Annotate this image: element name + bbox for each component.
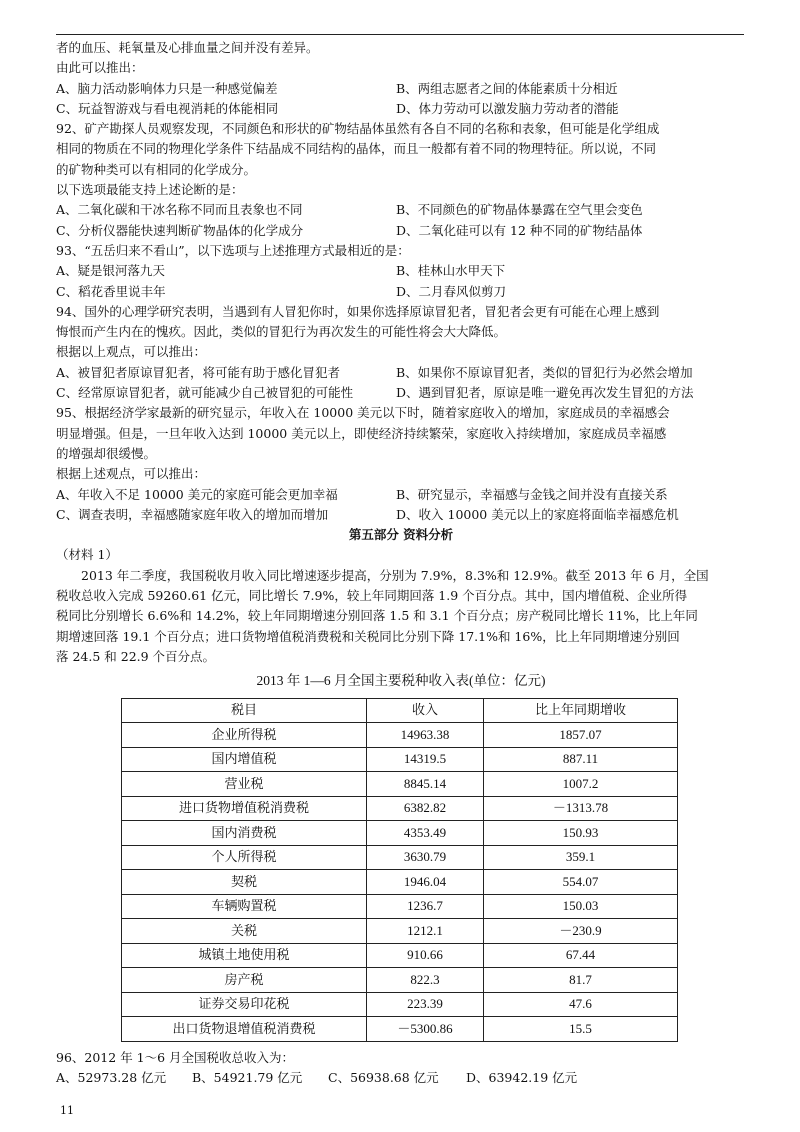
page-number: 11 bbox=[60, 1104, 74, 1117]
text-line: 者的血压、耗氧量及心排血量之间并没有差异。 bbox=[56, 40, 319, 55]
cell-tax-item: 营业税 bbox=[122, 772, 367, 797]
table-caption: 2013 年 1—6 月全国主要税种收入表(单位：亿元) bbox=[256, 673, 546, 689]
table-row bbox=[122, 943, 678, 968]
cell-increase: 47.6 bbox=[484, 992, 678, 1017]
q93-stem: 93、“五岳归来不看山”，以下选项与上述推理方式最相近的是： bbox=[56, 242, 410, 258]
tax-table-body bbox=[122, 698, 678, 1041]
q92-stem-line: 的矿物种类可以有相同的化学成分。 bbox=[56, 161, 257, 177]
material-paragraph-line: 税收总收入完成 59260.61 亿元，同比增长 7.9%，较上年同期回落 1.9 个百分点。其中，国内增值税、企业所得 bbox=[56, 588, 688, 604]
table-row bbox=[122, 870, 678, 895]
header-increase: 比上年同期增收 bbox=[484, 698, 678, 723]
q91-option-c: C、玩益智游戏与看电视消耗的体能相同 bbox=[56, 100, 279, 116]
section-title: 第五部分 资料分析 bbox=[348, 527, 454, 543]
q94-prompt: 根据以上观点，可以推出： bbox=[56, 344, 207, 360]
table-row bbox=[122, 747, 678, 772]
q92-option-d: D、二氧化硅可以有 12 种不同的矿物结晶体 bbox=[396, 222, 643, 238]
q93-option-d: D、二月春风似剪刀 bbox=[396, 283, 507, 299]
cell-revenue: 14963.38 bbox=[367, 723, 484, 748]
q94-option-d: D、遇到冒犯者，原谅是唯一避免再次发生冒犯的方法 bbox=[396, 385, 694, 401]
q95-option-c: C、调查表明，幸福感随家庭年收入的增加而增加 bbox=[56, 506, 329, 522]
material-paragraph-line: 期增速回落 19.1 个百分点；进口货物增值税消费税和关税同比分别下降 17.1%和 16%，比上年同期增速分别回 bbox=[56, 628, 680, 644]
cell-increase: 150.93 bbox=[484, 821, 678, 846]
cell-tax-item: 证券交易印花税 bbox=[122, 992, 367, 1017]
q94-option-a: A、被冒犯者原谅冒犯者，将可能有助于感化冒犯者 bbox=[56, 364, 341, 380]
cell-tax-item: 车辆购置税 bbox=[122, 894, 367, 919]
material-label: （材料 1） bbox=[56, 547, 118, 563]
q93-option-b: B、桂林山水甲天下 bbox=[396, 263, 506, 279]
tax-revenue-table bbox=[121, 698, 678, 1042]
q91-option-b: B、两组志愿者之间的体能素质十分相近 bbox=[396, 80, 618, 96]
cell-increase: －1313.78 bbox=[484, 796, 678, 821]
q92-option-a: A、二氧化碳和干冰名称不同而且表象也不同 bbox=[56, 202, 303, 218]
table-row bbox=[122, 894, 678, 919]
q92-options-row2 bbox=[56, 221, 746, 241]
q95-options-row2 bbox=[56, 505, 746, 525]
q95-prompt: 根据上述观点，可以推出： bbox=[56, 466, 207, 482]
cell-tax-item: 契税 bbox=[122, 870, 367, 895]
cell-revenue: 8845.14 bbox=[367, 772, 484, 797]
q91-options-row2 bbox=[56, 99, 746, 119]
q91-options-row1 bbox=[56, 79, 746, 99]
cell-tax-item: 国内消费税 bbox=[122, 821, 367, 846]
q96-option-b: B、54921.79 亿元 bbox=[192, 1069, 303, 1085]
q94-options-row2 bbox=[56, 383, 746, 403]
cell-revenue: 1212.1 bbox=[367, 919, 484, 944]
cell-revenue: 223.39 bbox=[367, 992, 484, 1017]
table-row bbox=[122, 796, 678, 821]
q95-options-row1 bbox=[56, 485, 746, 505]
cell-increase: －230.9 bbox=[484, 919, 678, 944]
header-rule bbox=[56, 34, 744, 35]
cell-increase: 150.03 bbox=[484, 894, 678, 919]
cell-revenue: 822.3 bbox=[367, 968, 484, 993]
cell-increase: 15.5 bbox=[484, 1017, 678, 1042]
cell-tax-item: 个人所得税 bbox=[122, 845, 367, 870]
q92-option-c: C、分析仪器能快速判断矿物晶体的化学成分 bbox=[56, 222, 304, 238]
table-row bbox=[122, 772, 678, 797]
q91-option-a: A、脑力活动影响体力只是一种感觉偏差 bbox=[56, 80, 278, 96]
q92-option-b: B、不同颜色的矿物晶体暴露在空气里会变色 bbox=[396, 202, 643, 218]
cell-tax-item: 出口货物退增值税消费税 bbox=[122, 1017, 367, 1042]
cell-revenue: －5300.86 bbox=[367, 1017, 484, 1042]
cell-revenue: 910.66 bbox=[367, 943, 484, 968]
cell-revenue: 14319.5 bbox=[367, 747, 484, 772]
table-header-row bbox=[122, 698, 678, 723]
q96-stem: 96、2012 年 1～6 月全国税收总收入为： bbox=[56, 1049, 295, 1065]
cell-increase: 81.7 bbox=[484, 968, 678, 993]
text-line: 由此可以推出： bbox=[56, 60, 144, 76]
cell-tax-item: 房产税 bbox=[122, 968, 367, 993]
page-content bbox=[56, 38, 746, 1088]
cell-tax-item: 企业所得税 bbox=[122, 723, 367, 748]
header-tax-item: 税目 bbox=[122, 698, 367, 723]
material-paragraph-line: 2013 年二季度，我国税收月收入同比增速逐步提高，分别为 7.9%，8.3%和 12.9%。截至 2013 年 6 月，全国 bbox=[81, 567, 709, 583]
table-row bbox=[122, 1017, 678, 1042]
q95-stem-line: 的增强却很缓慢。 bbox=[56, 445, 157, 461]
cell-tax-item: 城镇土地使用税 bbox=[122, 943, 367, 968]
q92-prompt: 以下选项最能支持上述论断的是： bbox=[56, 182, 244, 198]
q94-options-row1 bbox=[56, 363, 746, 383]
q95-option-d: D、收入 10000 美元以上的家庭将面临幸福感危机 bbox=[396, 506, 679, 522]
table-row bbox=[122, 723, 678, 748]
cell-revenue: 3630.79 bbox=[367, 845, 484, 870]
q96-option-c: C、56938.68 亿元 bbox=[328, 1069, 439, 1085]
cell-increase: 67.44 bbox=[484, 943, 678, 968]
q95-stem-line: 明显增强。但是，一旦年收入达到 10000 美元以上，即使经济持续繁荣，家庭收入持续增加，家庭成员幸福感 bbox=[56, 425, 667, 441]
cell-increase: 359.1 bbox=[484, 845, 678, 870]
q94-option-c: C、经常原谅冒犯者，就可能减少自己被冒犯的可能性 bbox=[56, 385, 354, 401]
q93-options-row1 bbox=[56, 261, 746, 281]
q96-options bbox=[56, 1068, 746, 1088]
q92-stem-line: 相同的物质在不同的物理化学条件下结晶成不同结构的晶体，而且一般都有着不同的物理特征。所以说，不同 bbox=[56, 141, 657, 157]
q96-option-d: D、63942.19 亿元 bbox=[466, 1069, 578, 1085]
q94-stem-line: 94、国外的心理学研究表明，当遇到有人冒犯你时，如果你选择原谅冒犯者，冒犯者会更有可能在心理上感到 bbox=[56, 303, 660, 319]
q95-option-a: A、年收入不足 10000 美元的家庭可能会更加幸福 bbox=[56, 486, 338, 502]
q93-option-c: C、稻花香里说丰年 bbox=[56, 283, 166, 299]
q96-option-a: A、52973.28 亿元 bbox=[56, 1069, 167, 1085]
cell-increase: 887.11 bbox=[484, 747, 678, 772]
material-paragraph-line: 税同比分别增长 6.6%和 14.2%，较上年同期增速分别回落 1.5 和 3.1 个百分点；房产税同比增长 11%，比上年同 bbox=[56, 608, 698, 624]
cell-revenue: 1946.04 bbox=[367, 870, 484, 895]
cell-revenue: 6382.82 bbox=[367, 796, 484, 821]
cell-revenue: 4353.49 bbox=[367, 821, 484, 846]
header-revenue: 收入 bbox=[367, 698, 484, 723]
cell-increase: 554.07 bbox=[484, 870, 678, 895]
q93-options-row2 bbox=[56, 282, 746, 302]
cell-increase: 1007.2 bbox=[484, 772, 678, 797]
table-row bbox=[122, 845, 678, 870]
q91-option-d: D、体力劳动可以激发脑力劳动者的潜能 bbox=[396, 100, 619, 116]
q94-option-b: B、如果你不原谅冒犯者，类似的冒犯行为必然会增加 bbox=[396, 364, 693, 380]
cell-tax-item: 进口货物增值税消费税 bbox=[122, 796, 367, 821]
cell-tax-item: 关税 bbox=[122, 919, 367, 944]
q92-options-row1 bbox=[56, 200, 746, 220]
cell-increase: 1857.07 bbox=[484, 723, 678, 748]
q93-option-a: A、疑是银河落九天 bbox=[56, 263, 166, 279]
table-row bbox=[122, 919, 678, 944]
cell-tax-item: 国内增值税 bbox=[122, 747, 367, 772]
q92-stem-line: 92、矿产勘探人员观察发现，不同颜色和形状的矿物结晶体虽然有各自不同的名称和表象，但可能是化学组成 bbox=[56, 121, 660, 137]
material-paragraph-line: 落 24.5 和 22.9 个百分点。 bbox=[56, 648, 216, 664]
table-row bbox=[122, 821, 678, 846]
table-row bbox=[122, 992, 678, 1017]
q95-option-b: B、研究显示，幸福感与金钱之间并没有直接关系 bbox=[396, 486, 668, 502]
table-row bbox=[122, 968, 678, 993]
cell-revenue: 1236.7 bbox=[367, 894, 484, 919]
q95-stem-line: 95、根据经济学家最新的研究显示，年收入在 10000 美元以下时，随着家庭收入的增加，家庭成员的幸福感会 bbox=[56, 405, 670, 421]
q94-stem-line: 悔恨而产生内在的愧疚。因此，类似的冒犯行为再次发生的可能性将会大大降低。 bbox=[56, 324, 507, 340]
